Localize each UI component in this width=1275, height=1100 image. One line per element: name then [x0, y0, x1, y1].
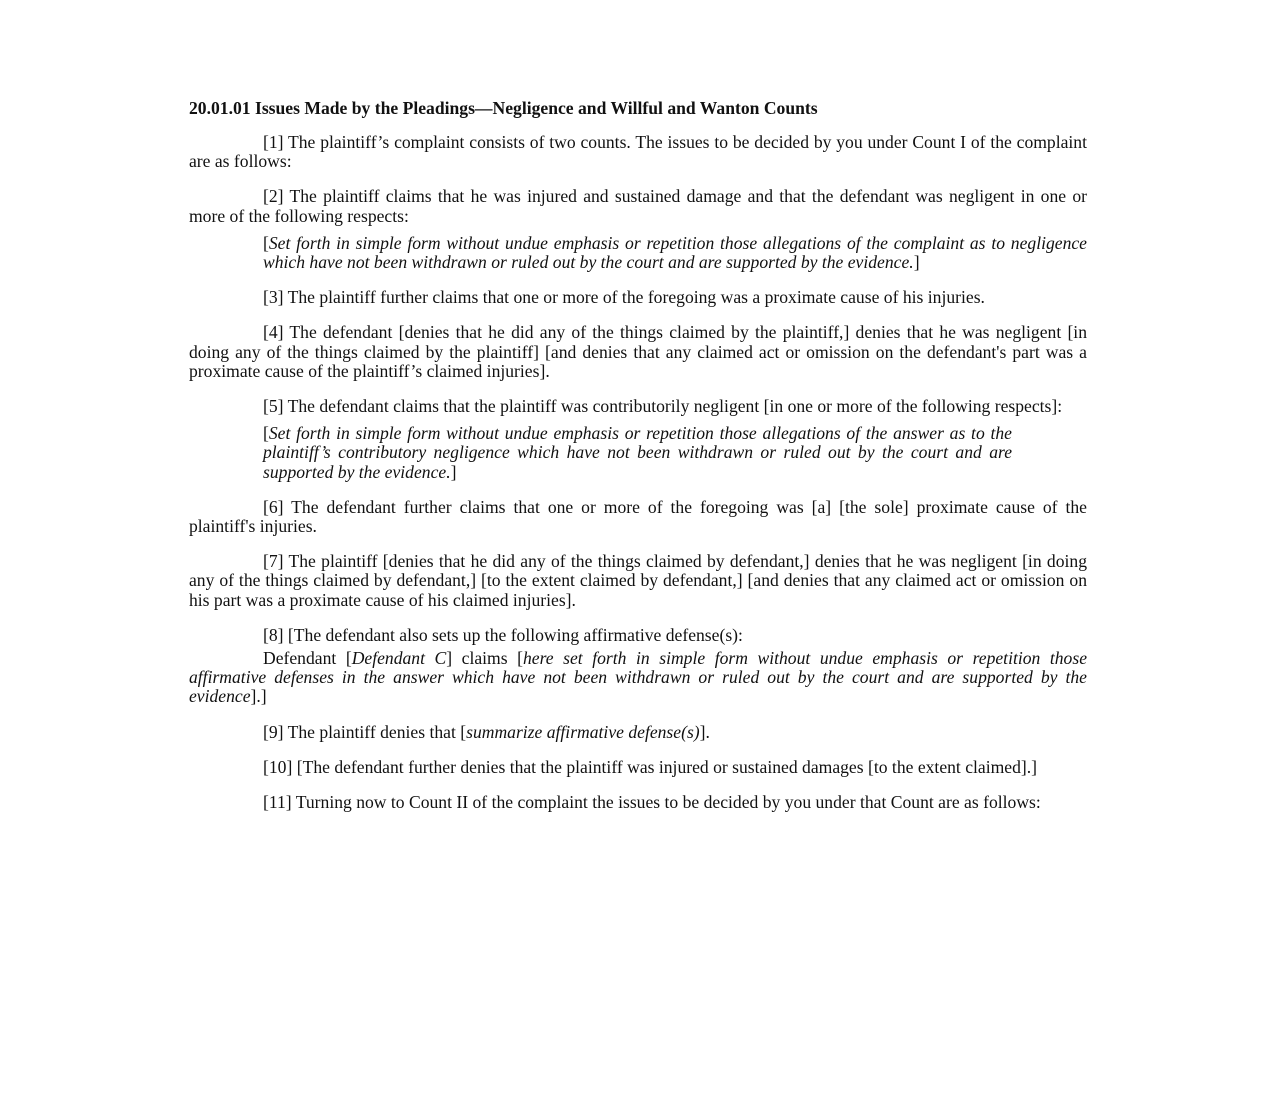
paragraph-5: [5] The defendant claims that the plaintiff was contributorily negligent [in one or more of the following respects]: [263, 396, 1063, 417]
paragraph-4: [4] The defendant [denies that he did any of the things claimed by the plaintiff,] denies that he was negligent [in doing any of the things claimed by the plaintiff] [and denies that any claimed act or omission on the defendant's part was a proximate cause of the plaintiff’s claimed injuries]. [189, 322, 1087, 381]
defense-close: ].] [250, 686, 267, 707]
instruction-note-complaint-allegations [263, 234, 1087, 272]
paragraph-2: [2] The plaintiff claims that he was injured and sustained damage and that the defendant was negligent in one or more of the following respects: [189, 186, 1087, 226]
p9-close: ]. [699, 721, 710, 742]
p9-text: summarize affirmative defense(s) [466, 721, 700, 742]
bracket-open: [ [263, 232, 269, 253]
note-text: Set forth in simple form without undue emphasis or repetition those allegations of the answer as to the plaintiff’s contributory negligence which have not been withdrawn or ruled out by the court and are supported by the evidence. [263, 423, 1012, 482]
document-page [189, 98, 1087, 828]
defense-mid: ] claims [ [446, 648, 523, 669]
defendant-name: Defendant C [351, 648, 447, 669]
bracket-close: ] [450, 461, 457, 482]
paragraph-6: [6] The defendant further claims that one or more of the foregoing was [a] [the sole] proximate cause of the plaintiff's injuries. [189, 496, 1087, 537]
paragraph-10: [10] [The defendant further denies that the plaintiff was injured or sustained damages [to the extent claimed].] [263, 756, 1038, 777]
defense-lead: Defendant [ [263, 648, 352, 669]
paragraph-9 [189, 723, 1087, 742]
paragraph-11: [11] Turning now to Count II of the complaint the issues to be decided by you under that Count are as follows: [263, 792, 1041, 813]
paragraph-8: [8] [The defendant also sets up the following affirmative defense(s): [263, 624, 743, 645]
note-text: Set forth in simple form without undue emphasis or repetition those allegations of the complaint as to negligence which have not been withdrawn or ruled out by the court and are supported by the evidence. [263, 232, 1087, 273]
paragraph-7: [7] The plaintiff [denies that he did any of the things claimed by defendant,] denies that he was negligent [in doing any of the things claimed by defendant,] [to the extent claimed by defendant,] [and denies that any claimed act or omission on his part was a proximate cause of his claimed injuries]. [189, 551, 1087, 610]
p9-lead: [9] The plaintiff denies that [ [263, 721, 467, 742]
bracket-open: [ [263, 423, 269, 444]
defense-text: here set forth in simple form without undue emphasis or repetition those affirmative defenses in the answer which have not been withdrawn or ruled out by the court and are supported by the evidence [189, 648, 1088, 707]
section-title: 20.01.01 Issues Made by the Pleadings—Negligence and Willful and Wanton Counts [189, 98, 818, 118]
bracket-close: ] [913, 252, 920, 273]
paragraph-1: [1] The plaintiff’s complaint consists of two counts. The issues to be decided by you under Count I of the complaint are as follows: [189, 132, 1087, 172]
paragraph-3: [3] The plaintiff further claims that one or more of the foregoing was a proximate cause of his injuries. [263, 287, 985, 308]
instruction-note-answer-allegations [263, 424, 1012, 482]
paragraph-8-affirmative-defense [189, 649, 1087, 707]
